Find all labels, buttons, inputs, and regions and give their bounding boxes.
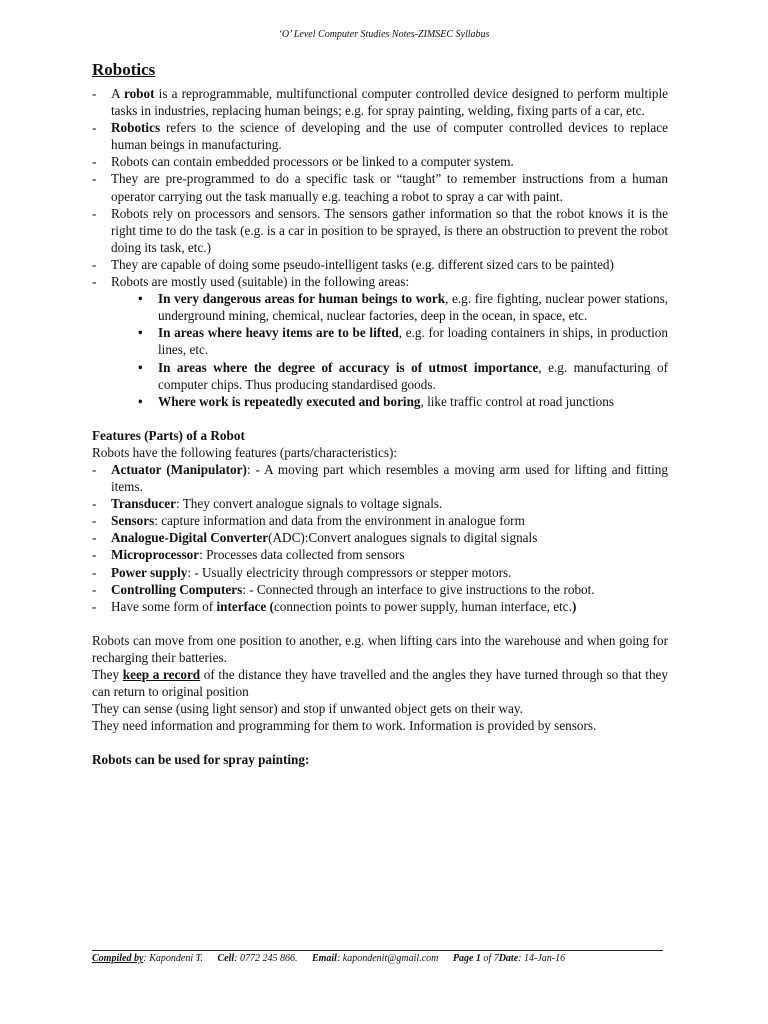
list-item: - Robots can contain embedded processors or be linked to a computer system. <box>92 153 668 170</box>
intro-list <box>92 85 668 410</box>
list-item: - Robots rely on processors and sensors. The sensors gather information so that the robot knows it is the right time to do the task (e.g. is a car in position to be sprayed, is there an obstruction to prevent the robot doing its task, etc.) <box>92 205 668 256</box>
list-item: - They are capable of doing some pseudo-intelligent tasks (e.g. different sized cars to be painted) <box>92 256 668 273</box>
list-item: - Sensors: capture information and data from the environment in analogue form <box>92 512 668 529</box>
footer-page: Page 1 of 7Date: 14-Jan-16 <box>452 953 566 964</box>
spray-heading: Robots can be used for spray painting: <box>92 752 310 768</box>
list-item: - A robot is a reprogrammable, multifunctional computer controlled device designed to perform multiple tasks in industries, replacing human beings; e.g. for spray painting, welding, fixing parts of a car, etc. <box>92 85 668 119</box>
list-item: - Power supply: - Usually electricity through compressors or stepper motors. <box>92 564 668 581</box>
features-list <box>92 461 668 615</box>
footer-compiled: Compiled by: Kapondeni T. <box>92 953 203 964</box>
list-item: - Transducer: They convert analogue signals to voltage signals. <box>92 495 668 512</box>
list-item: - Controlling Computers: - Connected through an interface to give instructions to the robot. <box>92 581 668 598</box>
footer-email: Email: kapondenit@gmail.com <box>311 953 439 964</box>
areas-list <box>138 290 668 410</box>
list-item: - Actuator (Manipulator): - A moving part which resembles a moving arm used for lifting and fitting items. <box>92 461 668 495</box>
paragraph-record: They keep a record of the distance they have travelled and the angles they have turned through so that they can return to original position <box>92 667 668 700</box>
footer-cell: Cell: 0772 245 866. <box>217 953 298 964</box>
list-item: - Microprocessor: Processes data collected from sensors <box>92 546 668 563</box>
paragraph-move: Robots can move from one position to another, e.g. when lifting cars into the warehouse and when going for recharging their batteries. <box>92 632 668 665</box>
list-item: - Have some form of interface (connection points to power supply, human interface, etc.) <box>92 598 668 615</box>
list-item: • In areas where the degree of accuracy is of utmost importance, e.g. manufacturing of computer chips. Thus producing standardised goods. <box>138 359 668 393</box>
features-intro: Robots have the following features (parts/characteristics): <box>92 444 398 460</box>
list-item: • In areas where heavy items are to be lifted, e.g. for loading containers in ships, in production lines, etc. <box>138 324 668 358</box>
page-title: Robotics <box>92 60 156 79</box>
list-item: • Where work is repeatedly executed and boring, like traffic control at road junctions <box>138 393 668 410</box>
list-item: - Analogue-Digital Converter(ADC):Convert analogues signals to digital signals <box>92 529 668 546</box>
page-header: ‘O’ Level Computer Studies Notes-ZIMSEC Syllabus <box>278 29 490 40</box>
paragraph-sense: They can sense (using light sensor) and stop if unwanted object gets on their way. <box>92 701 523 717</box>
paragraph-need: They need information and programming for them to work. Information is provided by sensors. <box>92 718 597 734</box>
list-item: - Robots are mostly used (suitable) in the following areas: • In very dangerous areas for human beings to work, e.g. fire fighting, nuclear power stations, underground mining, chemical, nuclear factories, deep in the ocean, in space, etc. • In areas where heavy items are to be lifted, e.g. for loading containers in ships, in production lines, etc. • In areas where the degree of accuracy is of utmost importance, e.g. manufacturing of computer chips. Thus producing standardised goods. • Where work is repeatedly executed and boring, like traffic control at road junctions <box>92 273 668 410</box>
features-heading: Features (Parts) of a Robot <box>92 427 245 443</box>
document-body <box>92 85 668 768</box>
list-item: • In very dangerous areas for human beings to work, e.g. fire fighting, nuclear power stations, underground mining, chemical, nuclear factories, deep in the ocean, in space, etc. <box>138 290 668 324</box>
page-footer <box>92 950 663 964</box>
list-item: - Robotics refers to the science of developing and the use of computer controlled devices to replace human beings in manufacturing. <box>92 119 668 153</box>
list-item: - They are pre-programmed to do a specific task or “taught” to remember instructions from a human operator carrying out the task manually e.g. teaching a robot to spray a car with paint. <box>92 170 668 204</box>
